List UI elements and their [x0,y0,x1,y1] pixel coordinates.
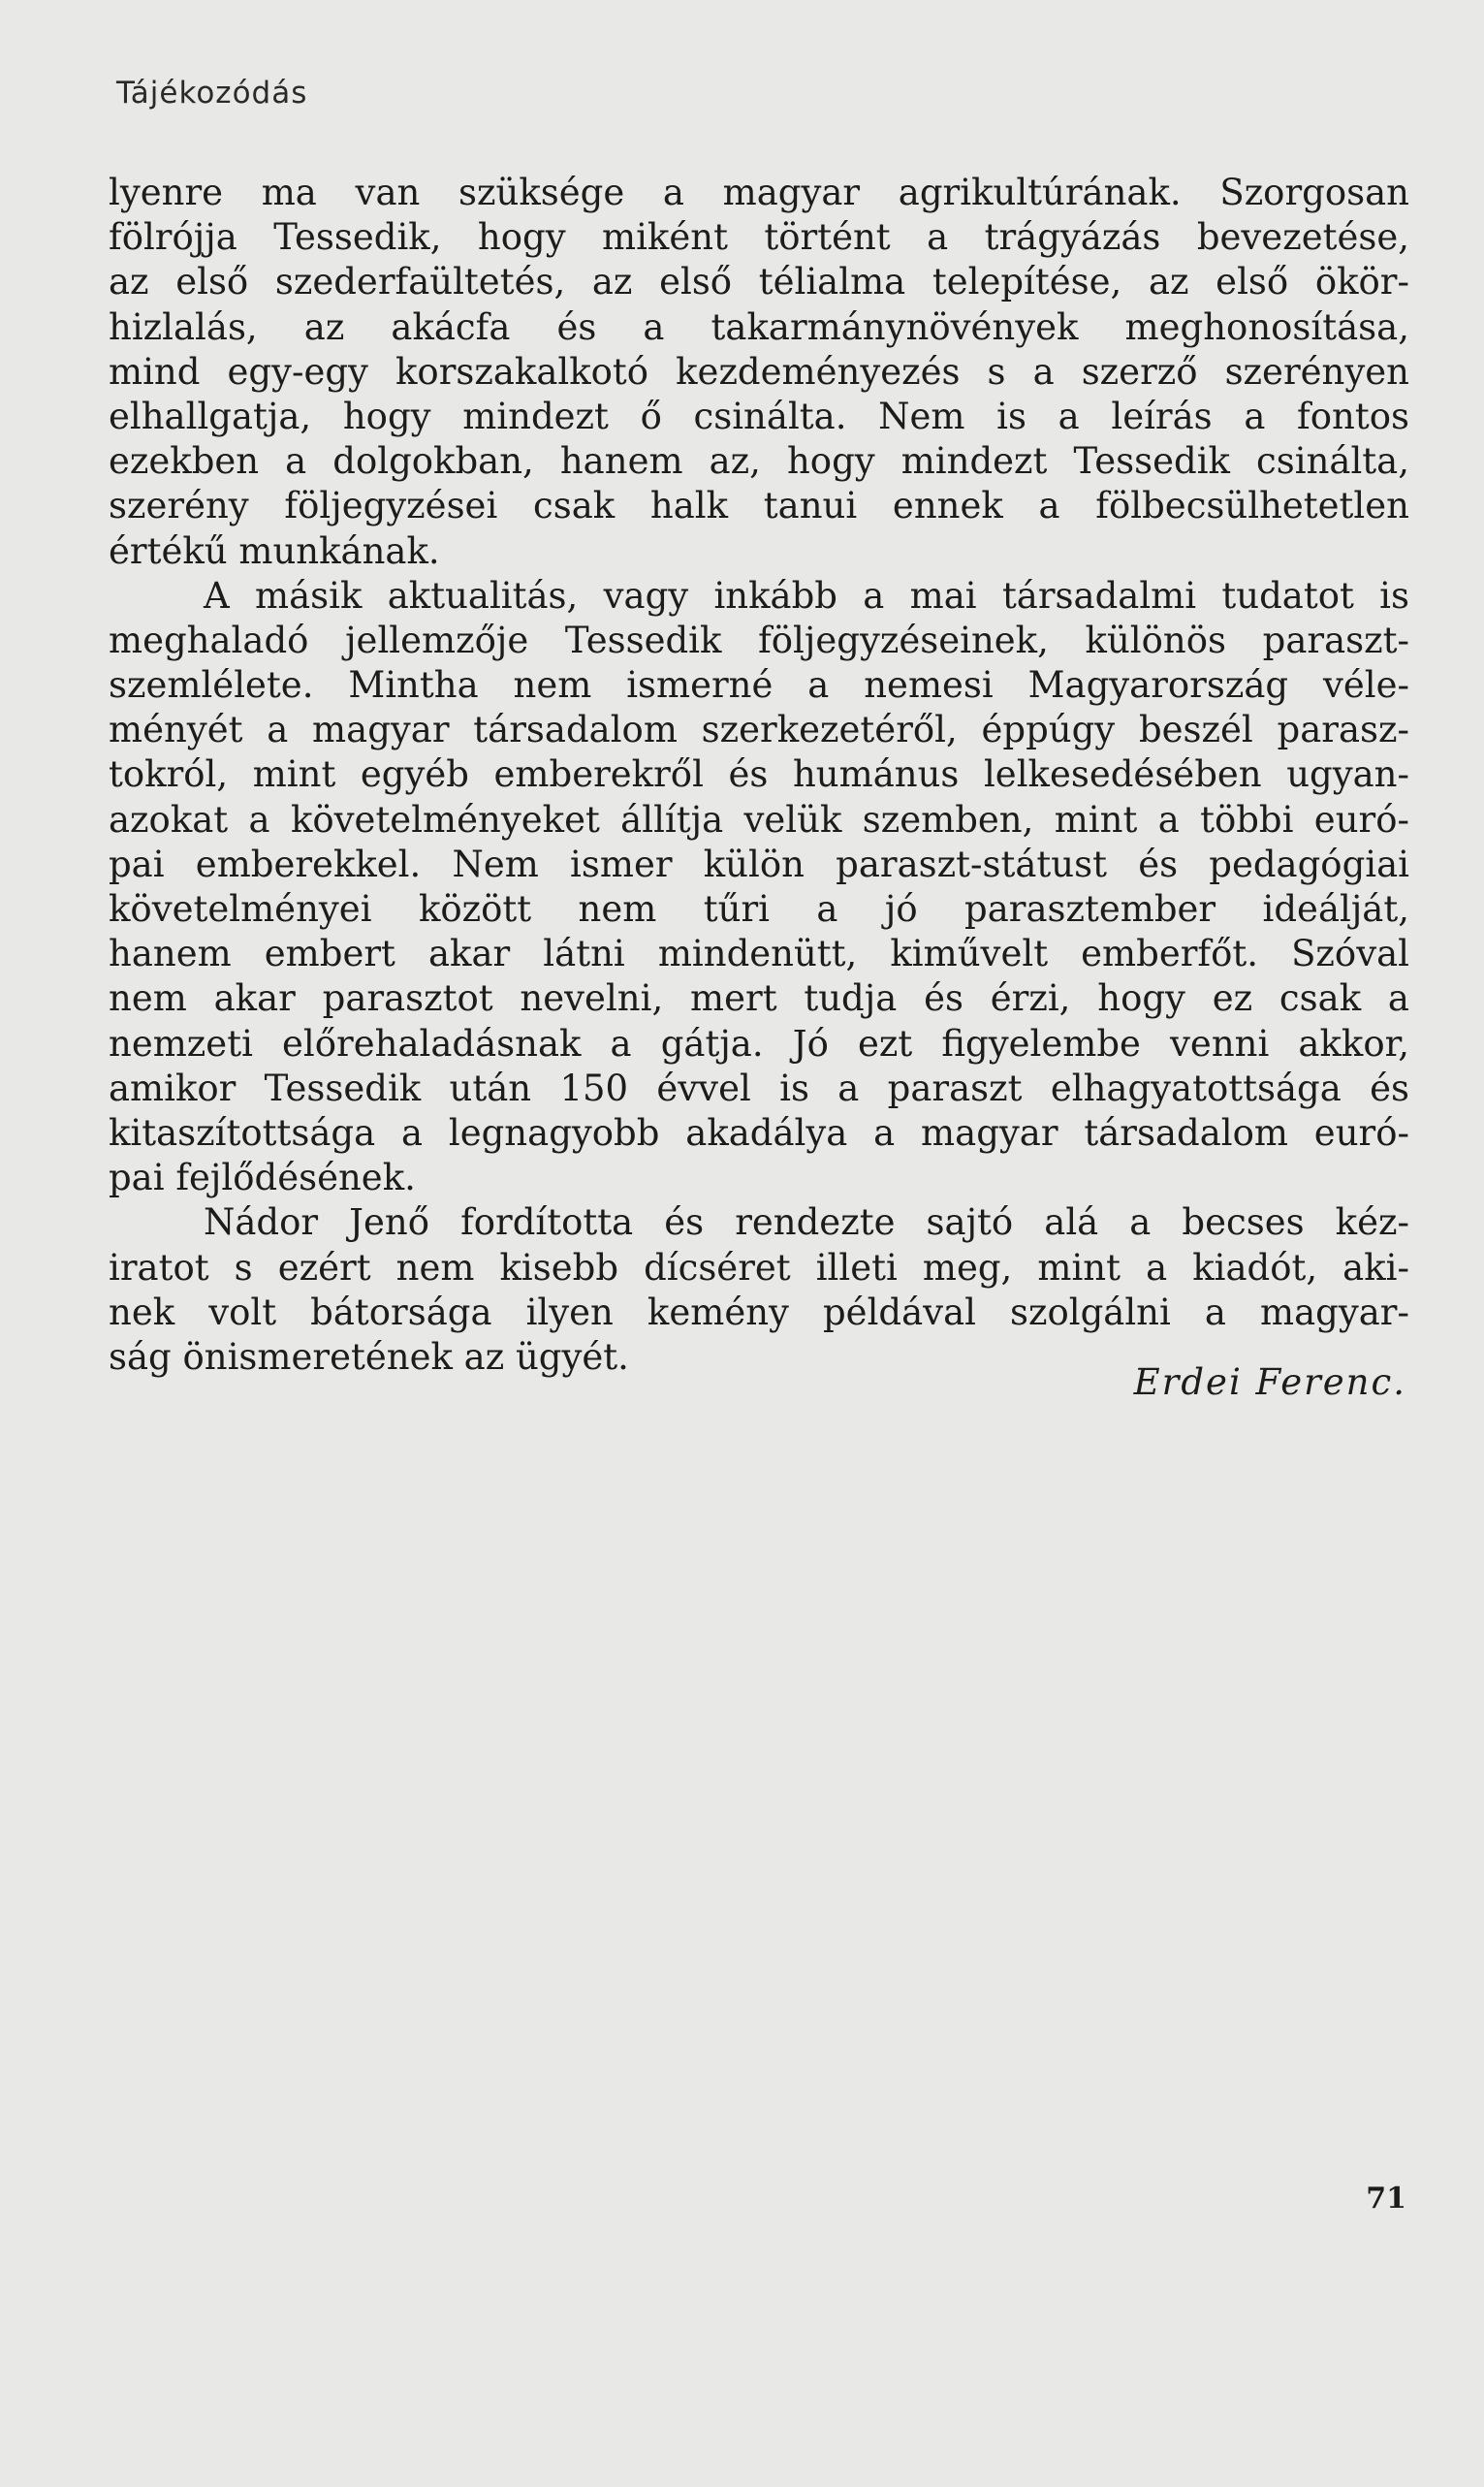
text-line: értékű munkának. [109,529,440,572]
text-line: meghaladó jellemzője Tessedik följegyzéseinek, különös paraszt- [109,619,1409,661]
page-number: 71 [1366,2182,1406,2216]
paragraph-start-line: A másik aktualitás, vagy inkább a mai társadalmi tudatot is [204,574,1409,617]
text-line: nemzeti előrehaladásnak a gátja. Jó ezt figyelembe venni akkor, [109,1022,1409,1065]
text-line: ményét a magyar társadalom szerkezetéről, éppúgy beszél parasz- [109,709,1409,751]
text-line: tokról, mint egyéb emberekről és humánus lelkesedésében ugyan- [109,753,1409,796]
text-line: elhallgatja, hogy mindezt ő csinálta. Nem is a leírás a fontos [109,395,1409,437]
text-line: ság önismeretének az ügyét. [109,1335,629,1378]
text-line: ezekben a dolgokban, hanem az, hogy mindezt Tessedik csinálta, [109,440,1409,483]
text-line: fölrójja Tessedik, hogy miként történt a trágyázás bevezetése, [109,216,1409,259]
text-line: hizlalás, az akácfa és a takarmánynövények meghonosítása, [109,305,1409,348]
text-line: nek volt bátorsága ilyen kemény példával szolgálni a magyar- [109,1291,1409,1333]
text-line: szemlélete. Mintha nem ismerné a nemesi Magyarország véle- [109,664,1409,707]
text-line: lyenre ma van szüksége a magyar agrikultúrának. Szorgosan [109,172,1409,213]
text-line: az első szederfaültetés, az első télialma telepítése, az első ökör- [109,261,1409,303]
text-line: kitaszítottsága a legnagyobb akadálya a magyar társadalom euró- [109,1111,1409,1154]
paragraph-start-line: Nádor Jenő fordította és rendezte sajtó alá a becses kéz- [204,1201,1409,1244]
text-line: iratot s ezért nem kisebb dícséret illeti meg, mint a kiadót, aki- [109,1246,1409,1289]
body-text [109,171,1409,1380]
text-line: mind egy-egy korszakalkotó kezdeményezés s a szerző szerényen [109,350,1409,393]
text-line: amikor Tessedik után 150 évvel is a paraszt elhagyatottsága és [109,1067,1409,1109]
running-head: Tájékozódás [116,76,308,111]
text-line: hanem embert akar látni mindenütt, kiművelt emberfőt. Szóval [109,933,1409,975]
author-signature: Erdei Ferenc. [1133,1361,1406,1403]
text-line: pai fejlődésének. [109,1157,416,1199]
text-line: követelményei között nem tűri a jó parasztember ideálját, [109,888,1409,930]
text-line: pai emberekkel. Nem ismer külön paraszt-státust és pedagógiai [109,843,1409,885]
text-line: azokat a követelményeket állítja velük szemben, mint a többi euró- [109,798,1409,841]
text-line: szerény följegyzései csak halk tanui ennek a fölbecsülhetetlen [109,485,1409,527]
text-line: nem akar parasztot nevelni, mert tudja és érzi, hogy ez csak a [109,977,1409,1020]
